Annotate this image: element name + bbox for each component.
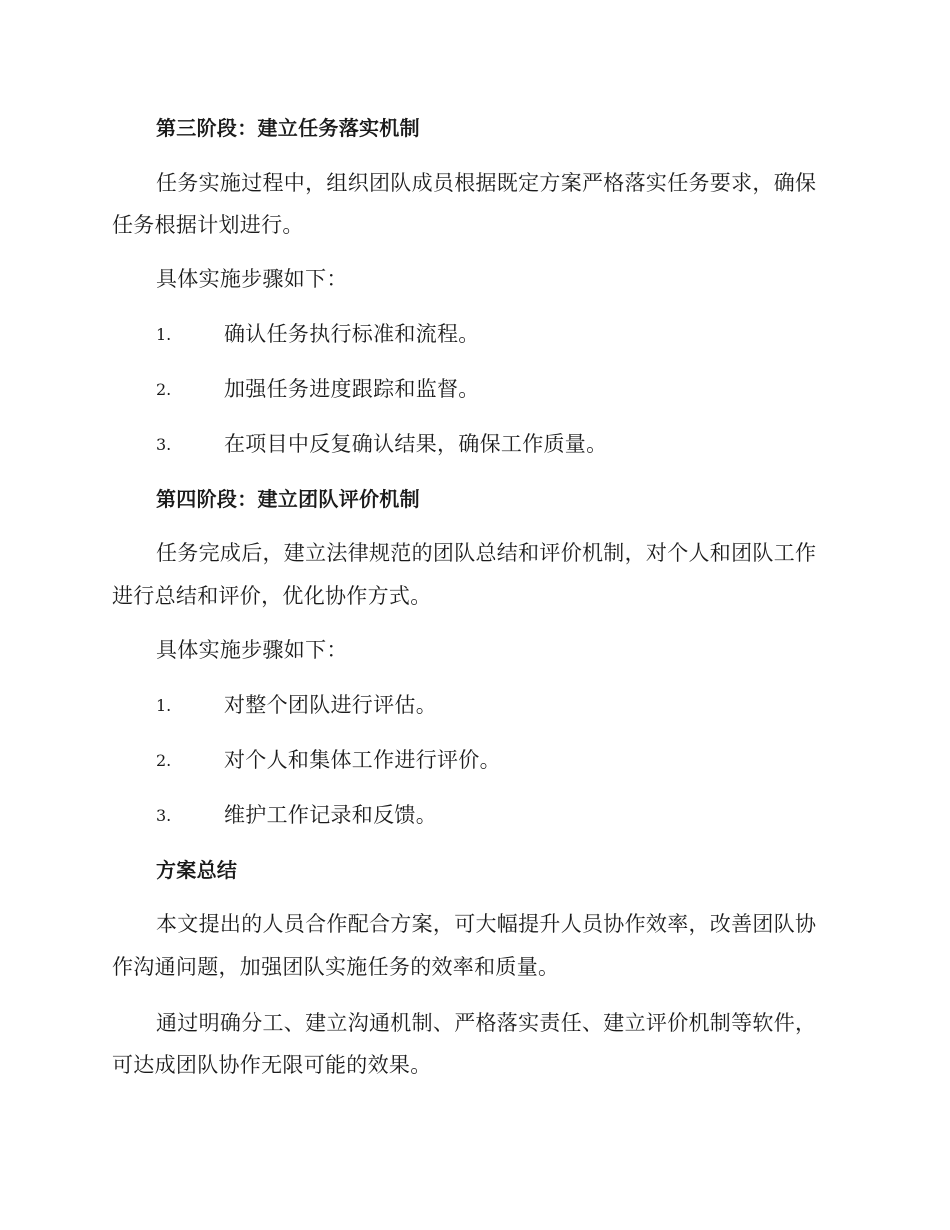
steps-intro: 具体实施步骤如下： bbox=[156, 638, 348, 662]
paragraph-line: 任务完成后，建立法律规范的团队总结和评价机制，对个人和团队工作 bbox=[156, 541, 817, 565]
list-item-number: 3. bbox=[156, 435, 172, 454]
paragraph-line: 任务实施过程中，组织团队成员根据既定方案严格落实任务要求，确保 bbox=[156, 171, 817, 195]
list-item: 在项目中反复确认结果，确保工作质量。 bbox=[224, 432, 608, 456]
paragraph-line: 通过明确分工、建立沟通机制、严格落实责任、建立评价机制等软件， bbox=[156, 1011, 817, 1035]
section-heading-stage-4: 第四阶段：建立团队评价机制 bbox=[156, 487, 420, 511]
paragraph-line: 进行总结和评价，优化协作方式。 bbox=[112, 584, 432, 608]
list-item-number: 2. bbox=[156, 751, 172, 770]
paragraph-line: 任务根据计划进行。 bbox=[112, 213, 304, 237]
list-item: 确认任务执行标准和流程。 bbox=[224, 322, 480, 346]
list-item-number: 1. bbox=[156, 325, 172, 344]
list-item: 维护工作记录和反馈。 bbox=[224, 803, 437, 827]
list-item-number: 2. bbox=[156, 380, 172, 399]
summary-heading: 方案总结 bbox=[156, 858, 238, 882]
list-item-number: 3. bbox=[156, 806, 172, 825]
list-item: 加强任务进度跟踪和监督。 bbox=[224, 377, 480, 401]
steps-intro: 具体实施步骤如下： bbox=[156, 267, 348, 291]
paragraph-line: 可达成团队协作无限可能的效果。 bbox=[112, 1053, 432, 1077]
list-item-number: 1. bbox=[156, 696, 172, 715]
list-item: 对个人和集体工作进行评价。 bbox=[224, 748, 501, 772]
paragraph-line: 作沟通问题，加强团队实施任务的效率和质量。 bbox=[112, 955, 560, 979]
paragraph-line: 本文提出的人员合作配合方案，可大幅提升人员协作效率，改善团队协 bbox=[156, 912, 817, 936]
list-item: 对整个团队进行评估。 bbox=[224, 693, 437, 717]
section-heading-stage-3: 第三阶段：建立任务落实机制 bbox=[156, 116, 420, 140]
